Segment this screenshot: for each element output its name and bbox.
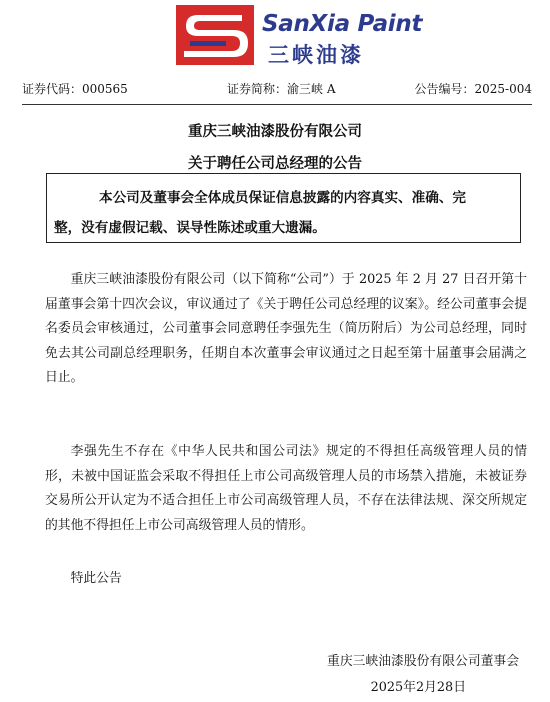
- sanxia-logo-icon: [176, 5, 254, 65]
- notice-subject: 关于聘任公司总经理的公告: [188, 155, 362, 172]
- body-paragraph-qualification: 李强先生不存在《中华人民共和国公司法》规定的不得担任高级管理人员的情形，未被中国证监会采取不得担任上市公司高级管理人员的市场禁入措施，未被证券交易所公开认定为不适合担任上市公司高级管理人员，不存在法律法规、深交所规定的其他不得担任上市公司高级管理人员的情形。: [45, 444, 527, 533]
- header-divider: [22, 104, 532, 105]
- notice-date: 2025年2月28日: [370, 680, 466, 695]
- body-paragraph-appointment: 重庆三峡油漆股份有限公司（以下简称“公司”）于 2025 年 2 月 27 日召开第十届董事会第十四次会议，审议通过了《关于聘任公司总经理的议案》。经公司董事会提名委员会审核通过，公司董事会同意聘任李强先生（简历附后）为公司总经理，同时免去其公司副总经理职务，任期自本次董事会审议通过之日起至第十届董事会届满之日止。: [45, 272, 527, 386]
- document-header: [22, 80, 532, 98]
- disclosure-statement-box: [46, 173, 521, 243]
- logo-chinese-name: 三峡油漆: [268, 43, 364, 67]
- stock-code: 证券代码：000565: [22, 82, 128, 96]
- company-logo: [176, 5, 423, 69]
- board-signature: 重庆三峡油漆股份有限公司董事会: [327, 654, 519, 669]
- notice-number: 公告编号：2025-004: [414, 82, 532, 96]
- body-paragraph-closing: 特此公告: [70, 571, 122, 586]
- disclosure-line-2: 整，没有虚假记载、误导性陈述或重大遗漏。: [54, 220, 326, 236]
- disclosure-line-1: 本公司及董事会全体成员保证信息披露的内容真实、准确、完: [99, 190, 467, 206]
- logo-brand-text: SanXia Paint: [262, 11, 423, 37]
- company-title: 重庆三峡油漆股份有限公司: [188, 123, 362, 140]
- stock-name: 证券简称：渝三峡 A: [227, 82, 336, 96]
